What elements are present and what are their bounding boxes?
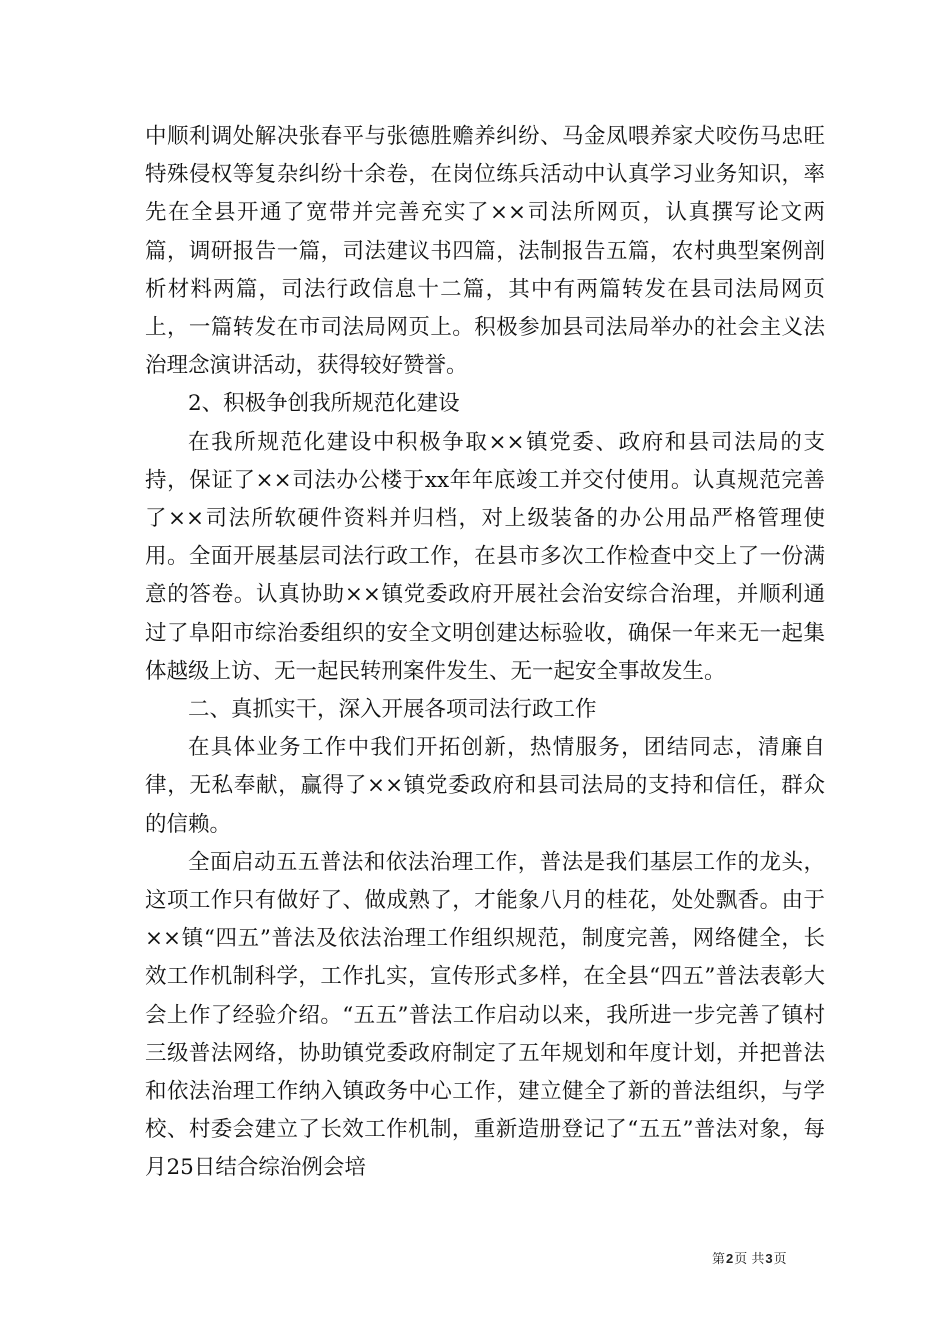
paragraph-service: 在具体业务工作中我们开拓创新，热情服务，团结同志，清廉自律，无私奉献，赢得了××镇党委政府和县司法局的支持和信任，群众的信赖。	[145, 735, 825, 837]
paragraph-continued: 中顺利调处解决张春平与张德胜赡养纠纷、马金凤喂养家犬咬伤马忠旺特殊侵权等复杂纠纷十余卷，在岗位练兵活动中认真学习业务知识，率先在全县开通了宽带并完善充实了××司法所网页，认真撰写论文两篇，调研报告一篇，司法建议书四篇，法制报告五篇，农村典型案例剖析材料两篇，司法行政信息十二篇，其中有两篇转发在县司法局网页上，一篇转发在市司法局网页上。积极参加县司法局举办的社会主义法治理念演讲活动，获得较好赞誉。	[145, 124, 825, 379]
paragraph-standardization: 在我所规范化建设中积极争取××镇党委、政府和县司法局的支持，保证了××司法办公楼于xx年年底竣工并交付使用。认真规范完善了××司法所软硬件资料并归档，对上级装备的办公用品严格管理使用。全面开展基层司法行政工作，在县市多次工作检查中交上了一份满意的答卷。认真协助××镇党委政府开展社会治安综合治理，并顺利通过了阜阳市综治委组织的安全文明创建达标验收，确保一年来无一起集体越级上访、无一起民转刑案件发生、无一起安全事故发生。	[145, 429, 825, 684]
document-body	[145, 118, 825, 1188]
section-heading-2: 二、真抓实干，深入开展各项司法行政工作	[188, 697, 597, 723]
footer-prefix: 第	[712, 1252, 726, 1267]
footer-suffix: 页	[773, 1252, 787, 1267]
footer-middle: 页 共	[734, 1252, 765, 1267]
total-pages-number: 3	[765, 1251, 773, 1266]
page-number-footer	[712, 1250, 787, 1269]
paragraph-pufa: 全面启动五五普法和依法治理工作，普法是我们基层工作的龙头，这项工作只有做好了、做成熟了，才能象八月的桂花，处处飘香。由于××镇“四五”普法及依法治理工作组织规范，制度完善，网络健全，长效工作机制科学，工作扎实，宣传形式多样，在全县“四五”普法表彰大会上作了经验介绍。“五五”普法工作启动以来，我所进一步完善了镇村三级普法网络，协助镇党委政府制定了五年规划和年度计划，并把普法和依法治理工作纳入镇政务中心工作，建立健全了新的普法组织，与学校、村委会建立了长效工作机制，重新造册登记了“五五”普法对象，每月25日结合综治例会培	[145, 849, 825, 1181]
subheading-standardization: 2、积极争创我所规范化建设	[188, 391, 460, 417]
current-page-number: 2	[726, 1251, 734, 1266]
